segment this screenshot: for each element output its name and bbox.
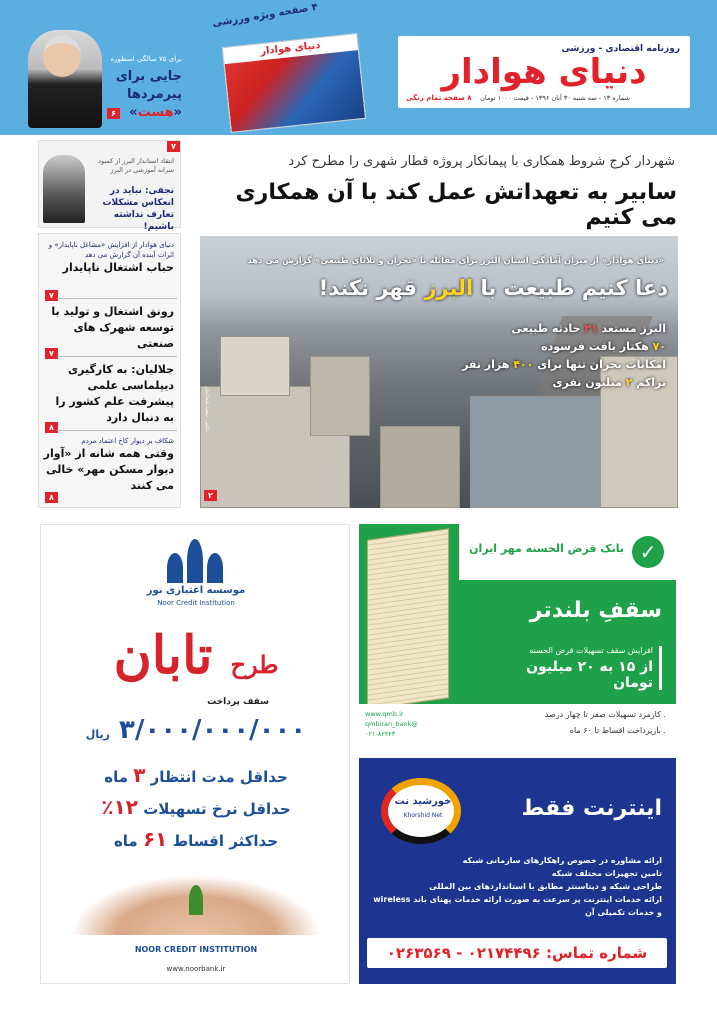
ceiling-amount: [41, 715, 351, 745]
noor-footer-brand: NOOR CREDIT INSTITUTION: [134, 945, 258, 954]
line-number: ۳: [133, 763, 146, 787]
stat-pre: تراکم: [632, 376, 666, 389]
service-line: ارائه مشاوره در خصوص راهکارهای سازمانی شبکه: [462, 856, 662, 865]
top-teaser-title[interactable]: [82, 68, 182, 122]
plan-prefix: طرح: [230, 650, 279, 679]
stat-number: ۲: [625, 376, 633, 389]
page-count: ۸ صفحه تمام رنگی: [406, 94, 472, 102]
page-badge: ۷: [45, 348, 58, 359]
photo-credit: عکس: سعید شجاعیان: [204, 386, 210, 433]
stat-post: هزار نفر: [462, 358, 514, 371]
divider: [57, 430, 177, 431]
page-badge: ۶: [107, 108, 120, 119]
stat-pre: امکانات بحران تنها برای: [533, 358, 666, 371]
header-band: [0, 0, 717, 135]
line-post: ماه: [104, 768, 134, 786]
list-item[interactable]: [42, 436, 174, 494]
photo-story-headline: [228, 276, 668, 300]
list-item[interactable]: [42, 304, 174, 352]
stat-post: هکتار بافت فرسوده: [541, 340, 653, 353]
sport-supplement-label: ۴ صفحه ویژه ورزشی: [211, 1, 319, 30]
main-story-kicker: شهردار کرج شروط همکاری با پیمانکار پروژه قطار شهری را مطرح کرد: [288, 154, 675, 169]
building: [310, 356, 370, 436]
top-teaser-kicker: برای ۷۵ سالگی اسطوره: [110, 55, 182, 63]
list-item[interactable]: [42, 240, 174, 276]
line-pre: حداقل مدت انتظار: [145, 768, 288, 786]
story-title: نجفی: نباید در انعکاس مشکلات تعارف نداشته باشیم!: [102, 186, 174, 232]
item-title: جلالیان: به کارگیری دیپلماسی علمی پیشرفت علم کشور را به دنبال دارد: [55, 363, 174, 424]
divider: [57, 356, 177, 357]
mehr-phone: ۰۲۱-۸۲۴۴۳: [365, 730, 396, 738]
teaser-line2-post: »: [129, 105, 138, 120]
brand-name-en: Khorshid Net: [403, 812, 443, 819]
mehr-offer-box: [482, 646, 662, 690]
teaser-line2: [82, 86, 182, 122]
left-news-column: [38, 140, 181, 508]
masthead[interactable]: [398, 36, 690, 108]
stat-number: ۴۰۰: [513, 358, 534, 371]
masthead-tagline: روزنامه اقتصادی - ورزشی: [561, 44, 680, 54]
line-post: ماه: [113, 832, 143, 850]
checkmark-icon: ✓: [632, 536, 664, 568]
headline-highlight: البرز: [424, 276, 474, 300]
offer-range: از ۱۵ به ۲۰ میلیون تومان: [526, 659, 653, 691]
building: [220, 336, 290, 396]
service-line: و خدمات تکمیلی آن: [585, 908, 662, 917]
institution-name-en: Noor Credit Institution: [157, 599, 235, 607]
service-line: ارائه خدمات اینترنت پر سرعت به صورت ارائه خدمات پهنای باند wireless: [373, 895, 662, 904]
city-photo-story[interactable]: [200, 236, 678, 508]
page-badge: ۲: [204, 490, 217, 501]
noor-logo-icon: [167, 535, 225, 583]
line-number: ۶۱: [142, 827, 168, 851]
phone-number: ۰۲۱۷۴۴۹۶ - ۰۲۶۳۵۶۹: [386, 944, 541, 962]
stat-number: ۲۱: [584, 322, 598, 335]
official-photo: [43, 155, 85, 223]
noor-website[interactable]: www.noorbank.ir: [166, 965, 226, 973]
mehr-social[interactable]: @qmbiran_bank: [365, 720, 418, 728]
divider: [57, 298, 177, 299]
stat-line: [406, 376, 666, 389]
headline-post: قهر نکند!: [318, 276, 425, 300]
stat-post: میلیون نفری: [552, 376, 626, 389]
stat-post: حادثه طبیعی: [511, 322, 585, 335]
service-line: طراحی شبکه و دیتاسنتر مطابق با استانداردهای بین المللی: [429, 882, 662, 891]
mehr-website[interactable]: www.qmb.ir: [365, 710, 404, 718]
list-item[interactable]: [42, 362, 174, 426]
offer-sub: افزایش سقف تسهیلات قرض الحسنه: [529, 646, 653, 655]
fee-note: . کارمزد تسهیلات صفر تا چهار درصد: [544, 710, 666, 719]
plant-icon: [189, 885, 203, 915]
page-badge: ۷: [167, 141, 180, 152]
contact-phone[interactable]: [367, 938, 667, 968]
plan-name: تابان: [113, 625, 213, 686]
khorshid-headline: اینترنت فقط: [521, 796, 662, 821]
issue-info: شماره ۱۳ - سه شنبه ۳۰ آبان ۱۳۹۶ - قیمت ۱۰۰۰ تومان: [480, 94, 630, 102]
item-title: وقتی همه شانه از «آوار دیوار مسکن مهر» خالی می کنند: [43, 447, 174, 492]
headline-pre: دعا کنیم طبیعت با: [473, 276, 668, 300]
ceiling-label: سقف پرداخت: [207, 697, 269, 707]
main-story-headline[interactable]: سابیر به تعهداتش عمل کند با آن همکاری می کنیم: [235, 180, 677, 230]
mehr-headline: سقفِ بلندتر: [529, 598, 662, 623]
sport-photo: [225, 50, 366, 133]
mehr-logo-bar: [459, 524, 676, 580]
item-kicker: شکاف بر دیوار کاخ اعتماد مردم: [81, 437, 174, 445]
story-box-najafi[interactable]: [38, 140, 181, 232]
plan-title: [41, 625, 351, 686]
newspaper-logo: دنیای هوادار: [441, 52, 647, 92]
story-list-box: [38, 233, 181, 508]
brand-name: خورشید نت: [394, 796, 452, 807]
teaser-line2-pre: پیرمردها «: [127, 87, 182, 120]
stat-line: [406, 340, 666, 353]
teaser-line1: جایی برای: [115, 69, 182, 84]
khorshid-net-ad[interactable]: [359, 758, 676, 984]
sun-ring-icon: [381, 778, 461, 844]
elder-man-face: [43, 35, 81, 77]
amount-value: ۳/۰۰۰/۰۰۰/۰۰۰: [119, 715, 307, 745]
phone-label: شماره تماس:: [546, 944, 648, 962]
wait-period: [41, 763, 351, 787]
item-title: رونق اشتغال و تولید با توسعه شهرک های صنعتی: [51, 305, 174, 350]
photo-story-kicker: «دنیای هوادار» از میزان آمادگی استان البرز برای مقابله با «بحران و بلایای طبیعی» گزارش می دهد: [247, 256, 664, 266]
line-pre: حداقل نرخ تسهیلات: [137, 800, 291, 818]
noor-credit-ad[interactable]: [40, 524, 350, 984]
currency: ریال: [85, 728, 110, 741]
banknote-stack-image: [367, 528, 449, 710]
page-badge: ۸: [45, 422, 58, 433]
service-line: تامین تجهیزات مختلف شبکه: [551, 869, 662, 878]
teaser-highlight: هست: [137, 105, 174, 120]
line-number: ۱۲٪: [101, 795, 138, 819]
building: [470, 396, 600, 508]
stat-number: ۷۰: [652, 340, 666, 353]
page-badge: ۷: [45, 290, 58, 301]
interest-rate: [41, 795, 351, 819]
khorshid-logo: [373, 776, 473, 846]
repayment-note: . بازپرداخت اقساط تا ۶۰ ماه: [569, 726, 666, 735]
installments: [41, 827, 351, 851]
stat-line: [406, 358, 666, 371]
page-badge: ۸: [45, 492, 58, 503]
mehr-footer: [359, 704, 676, 744]
institution-name: موسسه اعتباری نور: [146, 585, 246, 596]
stat-line: [406, 322, 666, 335]
mini-logo: دنیای هوادار: [223, 34, 358, 64]
line-pre: حداکثر اقساط: [167, 832, 279, 850]
item-title: حباب اشتغال ناپایدار: [62, 261, 174, 274]
stat-pre: البرز مستعد: [597, 322, 666, 335]
building: [380, 426, 460, 508]
sport-supplement-thumbnail[interactable]: [222, 33, 366, 133]
bank-name: بانک قرض الحسنه مهر ایران: [469, 542, 624, 555]
story-kicker: انتقاد استاندار البرز از کمبود سرانه آموزشی در البرز: [98, 157, 174, 174]
mehr-bank-ad[interactable]: [359, 524, 676, 744]
item-kicker: دنیای هوادار از افزایش «مشاغل ناپایدار» و اثرات آینده آن گزارش می دهد: [48, 241, 174, 259]
